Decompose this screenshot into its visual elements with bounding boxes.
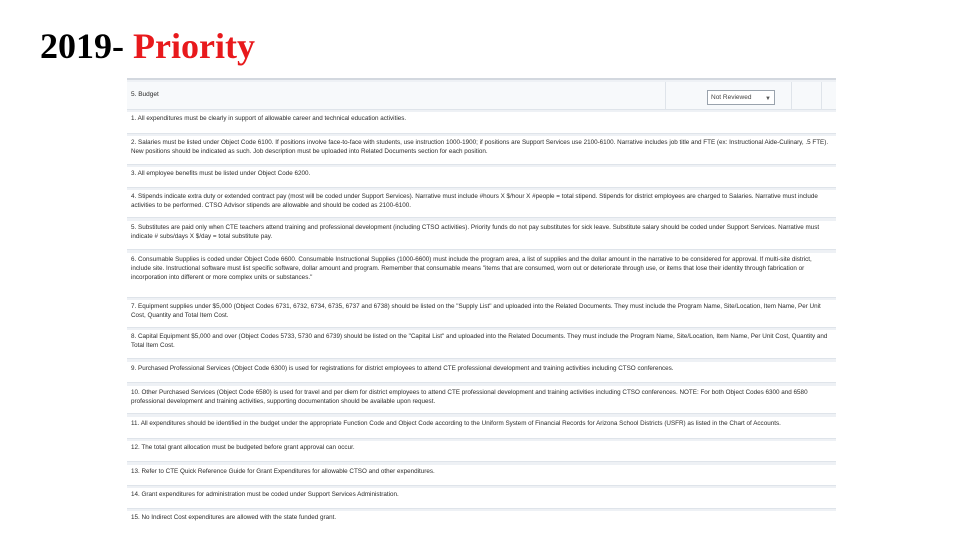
budget-item-8 [127,330,836,359]
budget-item-text: 14. Grant expenditures for administration must be coded under Support Services Administration. [131,491,399,498]
column-divider [821,82,822,109]
title-year: 2019- [40,26,133,66]
review-status-value: Not Reviewed [711,94,752,101]
budget-section-label: 5. Budget [131,91,159,98]
budget-item-7 [127,300,836,328]
budget-item-text: 12. The total grant allocation must be budgeted before grant approval can occur. [131,444,355,451]
budget-item-14 [127,488,836,509]
budget-item-text: 1. All expenditures must be clearly in support of allowable career and technical education activities. [131,115,407,122]
budget-item-text: 6. Consumable Supplies is coded under Object Code 6600. Consumable Instructional Supplies (1000-6600) must include the program area, a list of supplies and the dollar amount in the narrative to be considered for approval. If multi-site district, include site. Instructional software must list specific software, dollar amount and program. Remember that consumable means "items that are consumed, worn out or deteriorate through use, or items that lose their identity through fabrication or incorporation into different or more complex units or substances." [131,256,812,281]
budget-item-12 [127,441,836,462]
budget-item-text: 3. All employee benefits must be listed under Object Code 6200. [131,170,311,177]
chevron-down-icon: ▼ [765,96,771,102]
title-priority: Priority [133,26,255,66]
budget-item-15 [127,511,836,530]
budget-item-5 [127,221,836,250]
column-divider [665,82,666,109]
slide-title [40,28,255,64]
budget-review-panel [127,78,836,530]
budget-item-text: 10. Other Purchased Services (Object Code 6580) is used for travel and per diem for district employees to attend CTE professional development and training activities including CTSO conferences. NOTE: For both Object Codes 6300 and 6580 professional development and training activities, supporting documentation should be available upon request. [131,389,808,405]
budget-item-10 [127,386,836,414]
budget-item-3 [127,167,836,188]
review-status-select[interactable] [707,90,775,105]
budget-item-text: 4. Stipends indicate extra duty or extended contract pay (most will be coded under Support Services). Narrative must include #hours X $/hour X #people = total stipend. Stipends for district employees are charged to Salaries. Narrative must include activities to be performed. CTSO Advisor stipends are allowable and should be coded as 2100-6100. [131,193,818,209]
budget-header-row [127,82,836,110]
budget-item-text: 2. Salaries must be listed under Object Code 6100. If positions involve face-to-face with students, use instruction 1000-1900; if positions are Support Services use 2100-6100. Narrative includes job title and FTE (ex: Instructional Aide-Culinary, .5 FTE). New positions should be indicated as such. Job description must be uploaded into Related Documents section for each position. [131,139,829,155]
budget-item-9 [127,362,836,383]
budget-item-text: 13. Refer to CTE Quick Reference Guide for Grant Expenditures for allowable CTSO and other expenditures. [131,468,435,475]
budget-item-6 [127,253,836,298]
budget-item-text: 15. No Indirect Cost expenditures are allowed with the state funded grant. [131,514,337,521]
budget-item-text: 8. Capital Equipment $5,000 and over (Object Codes 5733, 5730 and 6739) should be listed on the "Capital List" and uploaded into the Related Documents. They must include the Program Name, Site/Location, Item Name, Per Unit Cost, Quantity and Total Item Cost. [131,333,828,349]
budget-item-11 [127,417,836,439]
budget-item-text: 5. Substitutes are paid only when CTE teachers attend training and professional development (including CTSO activities). Priority funds do not pay substitutes for sick leave. Substitute salary should be coded under Support Services. Narrative must indicate # subs/days X $/day = total substitute pay. [131,224,820,240]
column-divider [791,82,792,109]
budget-item-text: 11. All expenditures should be identified in the budget under the appropriate Function Code and Object Code according to the Uniform System of Financial Records for Arizona School Districts (USFR) as listed in the Chart of Accounts. [131,420,781,427]
budget-item-text: 9. Purchased Professional Services (Object Code 6300) is used for registrations for district employees to attend CTE professional development and training activities including CTSO conferences. [131,365,674,372]
budget-item-1 [127,112,836,134]
budget-item-4 [127,190,836,218]
budget-item-13 [127,465,836,486]
budget-item-2 [127,136,836,165]
budget-item-text: 7. Equipment supplies under $5,000 (Object Codes 6731, 6732, 6734, 6735, 6737 and 6738) should be listed on the "Supply List" and uploaded into the Related Documents. They must include the Program Name, Site/Location, Item Name, Per Unit Cost, Quantity and Total Item Cost. [131,303,821,319]
